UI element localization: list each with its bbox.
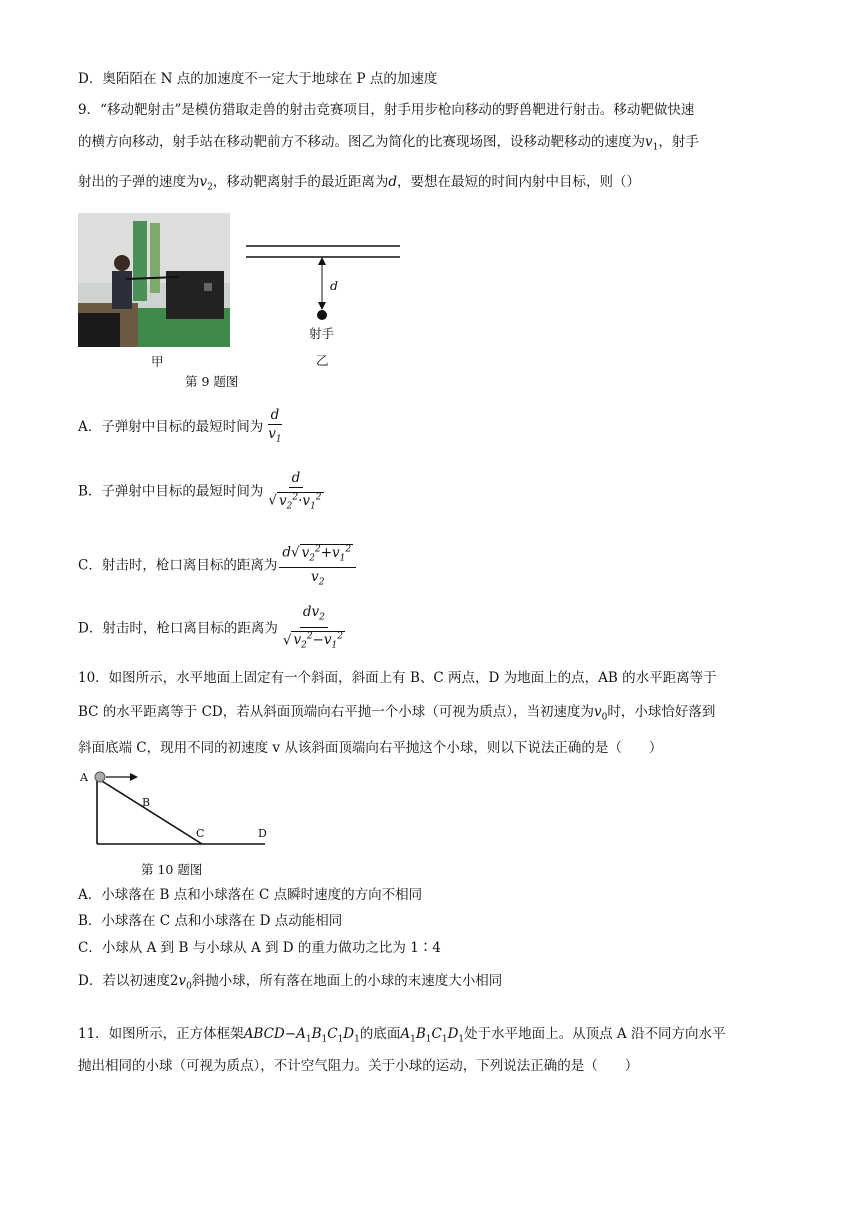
label-shooter: 射手 [309, 326, 335, 341]
q9-option-d: D．射击时，枪口离目标的距离为 $\frac{dv_2}{√ v_2^2-v_1^2}$ [78, 604, 343, 651]
q9-stem-line2: 的横方向移动，射手站在移动靶前方不移动。图乙为简化的比赛现场图，设移动靶移动的速度为$v_1$，射手 [78, 134, 699, 153]
q10-stem-line3: 斜面底端 C，现用不同的初速度 v 从该斜面顶端向右平抛这个小球，则以下说法正确的是（ ） [78, 740, 663, 756]
q9-option-b: B．子弹射中目标的最短时间为 $\frac{d}{√ v_2^2\cdot v_1^2}$ [78, 470, 322, 512]
q10-incline-diagram [78, 768, 273, 850]
q10-figure-caption: 第 10 题图 [141, 862, 203, 877]
label-yi: 乙 [316, 353, 329, 368]
q10-option-a: A．小球落在 B 点和小球落在 C 点瞬时速度的方向不相同 [78, 887, 423, 903]
q10-stem-line1: 10．如图所示，水平地面上固定有一个斜面，斜面上有 B、C 两点，D 为地面上的点，AB 的水平距离等于 [78, 670, 717, 686]
point-b-label: B [142, 796, 151, 809]
arrow-up-head [318, 257, 326, 265]
ball [95, 772, 105, 782]
label-jia: 甲 [151, 354, 164, 369]
q9-option-c: C．射击时，枪口离目标的距离为 $\frac{d√ v_2^2+v_1^2}{v_2}$ [78, 541, 356, 591]
point-a-label: A [80, 771, 88, 784]
q8-option-d: D．奥陌陌在 N 点的加速度不一定大于地球在 P 点的加速度 [78, 71, 438, 87]
q10-option-c: C．小球从 A 到 B 与小球从 A 到 D 的重力做功之比为 1∶4 [78, 940, 441, 956]
point-c-label: C [196, 827, 205, 840]
q10-option-b: B．小球落在 C 点和小球落在 D 点动能相同 [78, 913, 343, 929]
q9-stem-line1: 9．“移动靶射击”是模仿猎取走兽的射击竞赛项目，射手用步枪向移动的野兽靶进行射击。移动靶做快速 [78, 102, 695, 118]
arrow-down-head [318, 302, 326, 310]
shooter-dot [317, 310, 327, 320]
point-d-label: D [258, 827, 267, 840]
incline-slope [97, 778, 205, 844]
q10-option-d: D．若以初速度$2v_0$斜抛小球，所有落在地面上的小球的末速度大小相同 [78, 973, 503, 992]
velocity-arrow-head [130, 773, 138, 781]
q10-stem-line2: BC 的水平距离等于 CD，若从斜面顶端向右平抛一个小球（可视为质点），当初速度为$v_0$时，小球恰好落到 [78, 704, 716, 723]
q11-stem-line2: 抛出相同的小球（可视为质点），不计空气阻力。关于小球的运动，下列说法正确的是（ ） [78, 1058, 639, 1074]
q9-option-a: A．子弹射中目标的最短时间为 $\frac{d}{v_1}$ [78, 407, 282, 445]
shooting-range-photo [78, 213, 230, 347]
q9-figure-caption: 第 9 题图 [185, 374, 239, 389]
q11-stem-line1: 11．如图所示，正方体框架$ABCD-A_1B_1C_1D_1$的底面$A_1B_1C_1D_1$处于水平地面上。从顶点 A 沿不同方向水平 [78, 1026, 726, 1045]
label-d: d [330, 278, 339, 293]
q9-stem-line3: 射出的子弹的速度为$v_2$，移动靶离射手的最近距离为d，要想在最短的时间内射中目标，则（） [78, 174, 641, 193]
